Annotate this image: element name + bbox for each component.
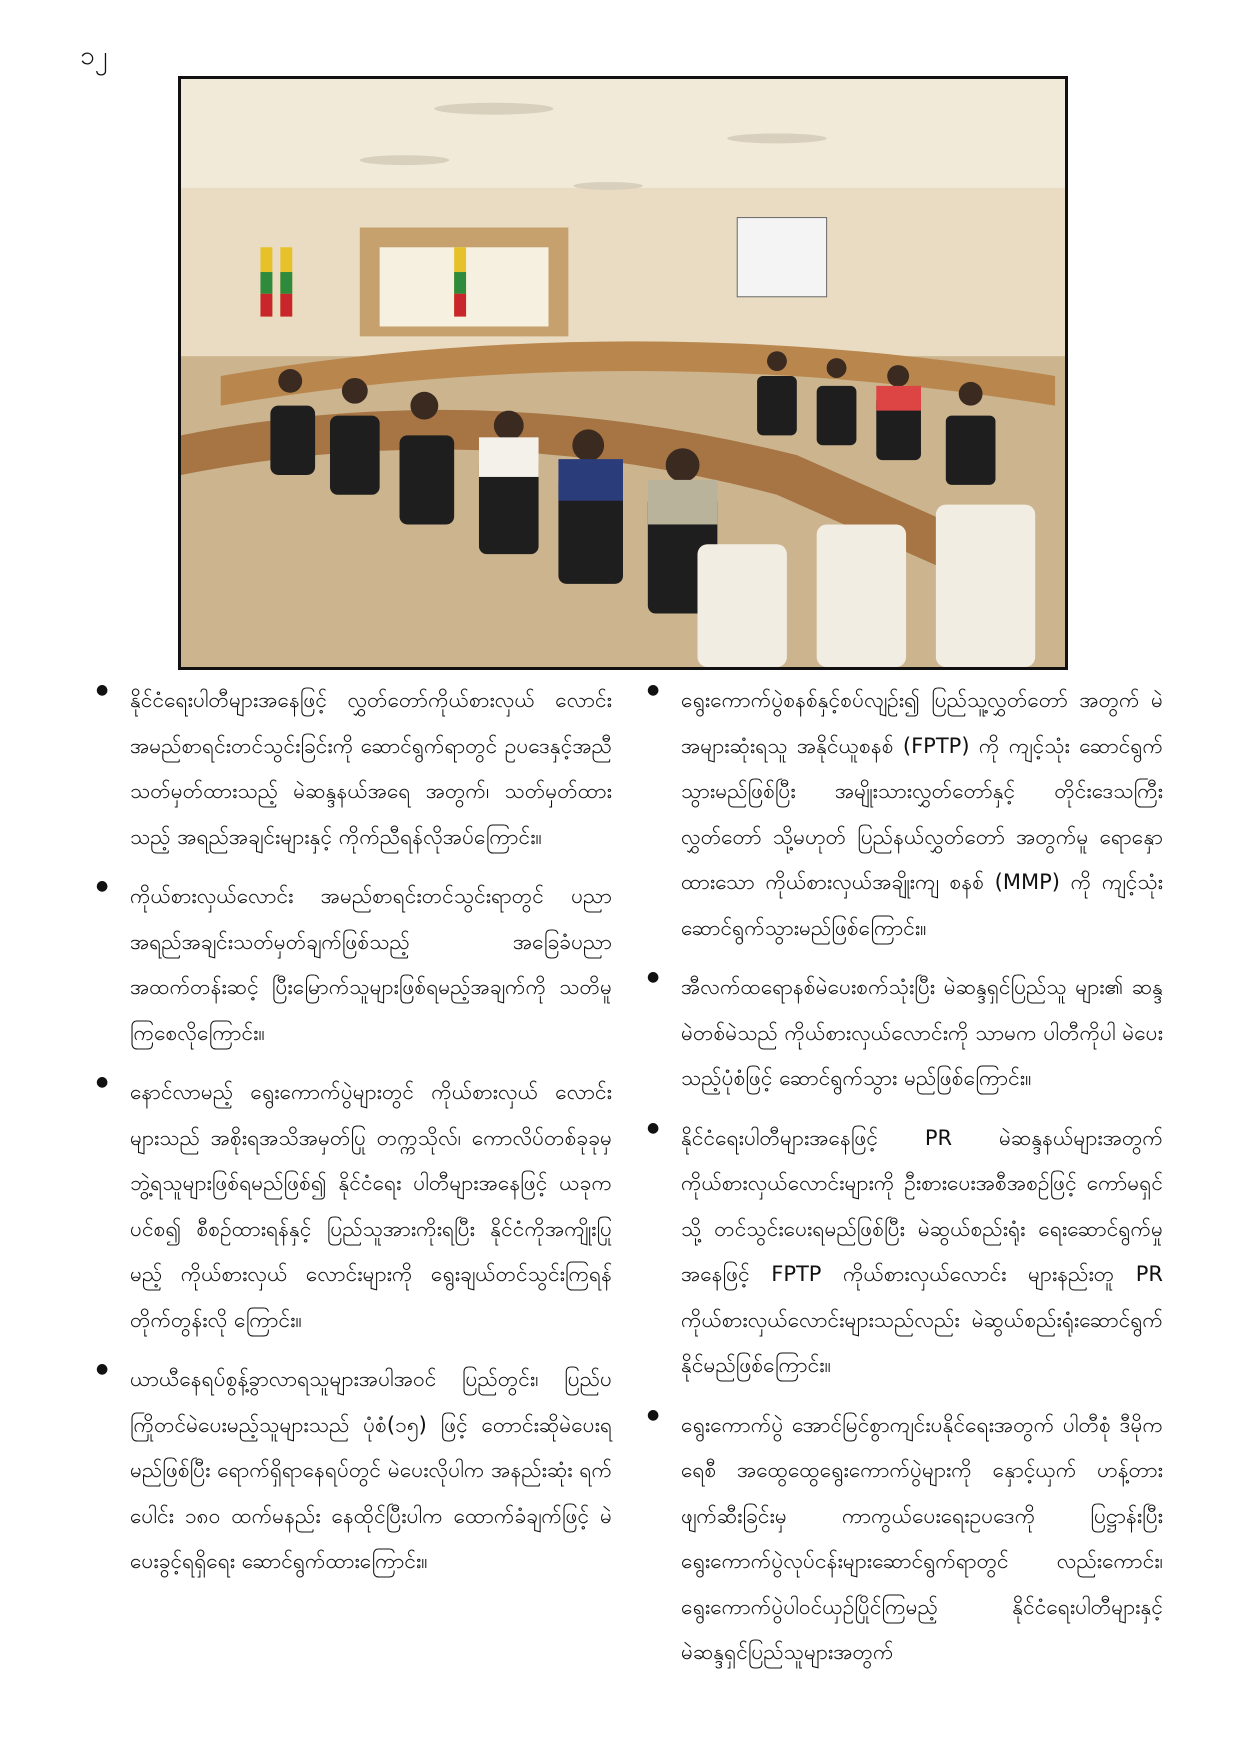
page-number: ၁၂ [80,41,108,71]
bullet-text: ● ရွေးကောက်ပွဲ အောင်မြင်စွာကျင်းပနိုင်ရေးအတွက် ပါတီစုံ ဒီမိုကရေစီ အထွေထွေရွေးကောက်ပွဲများကို နှောင့်ယှက် ဟန့်တားဖျက်ဆီးခြင်းမှ ကာကွယ်ပေးရေးဥပဒေကို ပြဋ္ဌာန်းပြီး ရွေးကောက်ပွဲလုပ်ငန်းများဆောင်ရွက်ရာတွင် လည်းကောင်း၊ ရွေးကောက်ပွဲပါဝင်ယှဉ်ပြိုင်ကြမည့် နိုင်ငံရေးပါတီများနှင့် မဲဆန္ဒရှင်ပြည်သူများအတွက် [681,1412,1163,1664]
list-item [643,1403,1163,1676]
bullet-text: ● နိုင်ငံရေးပါတီများအနေဖြင့် လွှတ်တော်ကိုယ်စားလှယ် လောင်းအမည်စာရင်းတင်သွင်းခြင်းကို ဆောင်ရွက်ရာတွင် ဥပဒေနှင့်အညီ သတ်မှတ်ထားသည့် မဲဆန္ဒနယ်အရေ အတွက်၊ သတ်မှတ်ထားသည့် အရည်အချင်းများနှင့် ကိုက်ညီရန်လိုအပ်ကြောင်း။ [130,688,612,849]
left-bullet-list [92,678,612,1585]
list-item [643,678,1163,951]
meeting-photo [178,76,1068,670]
bullet-text: ● အီလက်ထရောနစ်မဲပေးစက်သုံးပြီး မဲဆန္ဒရှင်ပြည်သူ များ၏ ဆန္ဒမဲတစ်မဲသည် ကိုယ်စားလှယ်လောင်းကို သာမက ပါတီကိုပါ မဲပေးသည့်ပုံစံဖြင့် ဆောင်ရွက်သွား မည်ဖြစ်ကြောင်း။ [681,975,1163,1090]
list-item [643,965,1163,1102]
bullet-text: ● နိုင်ငံရေးပါတီများအနေဖြင့် PR မဲဆန္ဒနယ်များအတွက် ကိုယ်စားလှယ်လောင်းများကို ဦးစားပေးအစီအစဉ်ဖြင့် ကော်မရှင်သို့ တင်သွင်းပေးရမည်ဖြစ်ပြီး မဲဆွယ်စည်းရုံး ရေးဆောင်ရွက်မှုအနေဖြင့် FPTP ကိုယ်စားလှယ်လောင်း များနည်းတူ PR ကိုယ်စားလှယ်လောင်းများသည်လည်း မဲဆွယ်စည်းရုံးဆောင်ရွက်နိုင်မည်ဖြစ်ကြောင်း။ [681,1125,1163,1377]
bullet-text: ● နောင်လာမည့် ရွေးကောက်ပွဲများတွင် ကိုယ်စားလှယ် လောင်းများသည် အစိုးရအသိအမှတ်ပြု တက္ကသိုလ်၊ ကောလိပ်တစ်ခုခုမှ ဘွဲ့ရသူများဖြစ်ရမည်ဖြစ်၍ နိုင်ငံရေး ပါတီများအနေဖြင့် ယခုကပင်စ၍ စီစဉ်ထားရန်နှင့် ပြည်သူအားကိုးရပြီး နိုင်ငံကိုအကျိုးပြုမည့် ကိုယ်စားလှယ် လောင်းများကို ရွေးချယ်တင်သွင်းကြရန် တိုက်တွန်းလို ကြောင်း။ [130,1080,612,1332]
bullet-text: ● ယာယီနေရပ်စွန့်ခွာလာရသူများအပါအဝင် ပြည်တွင်း၊ ပြည်ပ ကြိုတင်မဲပေးမည့်သူများသည် ပုံစံ(၁၅) ဖြင့် တောင်းဆိုမဲပေးရမည်ဖြစ်ပြီး ရောက်ရှိရာနေရပ်တွင် မဲပေးလိုပါက အနည်းဆုံး ရက်ပေါင်း ၁၈၀ ထက်မနည်း နေထိုင်ပြီးပါက ထောက်ခံချက်ဖြင့် မဲပေးခွင့်ရရှိရေး ဆောင်ရွက်ထားကြောင်း။ [130,1367,612,1573]
list-item [92,678,612,860]
bullet-text: ● ရွေးကောက်ပွဲစနစ်နှင့်စပ်လျဉ်း၍ ပြည်သူ့လွှတ်တော် အတွက် မဲအများဆုံးရသူ အနိုင်ယူစနစ် (FPTP) ကို ကျင့်သုံး ဆောင်ရွက်သွားမည်ဖြစ်ပြီး အမျိုးသားလွှတ်တော်နှင့် တိုင်းဒေသကြီးလွှတ်တော် သို့မဟုတ် ပြည်နယ်လွှတ်တော် အတွက်မူ ရောနှောထားသော ကိုယ်စားလှယ်အချိုးကျ စနစ် (MMP) ကို ကျင့်သုံးဆောင်ရွက်သွားမည်ဖြစ်ကြောင်း။ [681,688,1163,940]
right-bullet-list [643,678,1163,1676]
bullet-text: ● ကိုယ်စားလှယ်လောင်း အမည်စာရင်းတင်သွင်းရာတွင် ပညာအရည်အချင်းသတ်မှတ်ချက်ဖြစ်သည့် အခြေခံပညာ အထက်တန်းဆင့် ပြီးမြောက်သူများဖြစ်ရမည့်အချက်ကို သတိမူကြစေလိုကြောင်း။ [130,884,612,1045]
meeting-room-illustration [181,79,1065,667]
list-item [92,1070,612,1343]
right-column [643,678,1163,1690]
list-item [92,1357,612,1585]
left-column [92,678,612,1599]
list-item [92,874,612,1056]
list-item [643,1116,1163,1389]
projector-screen [737,218,826,297]
